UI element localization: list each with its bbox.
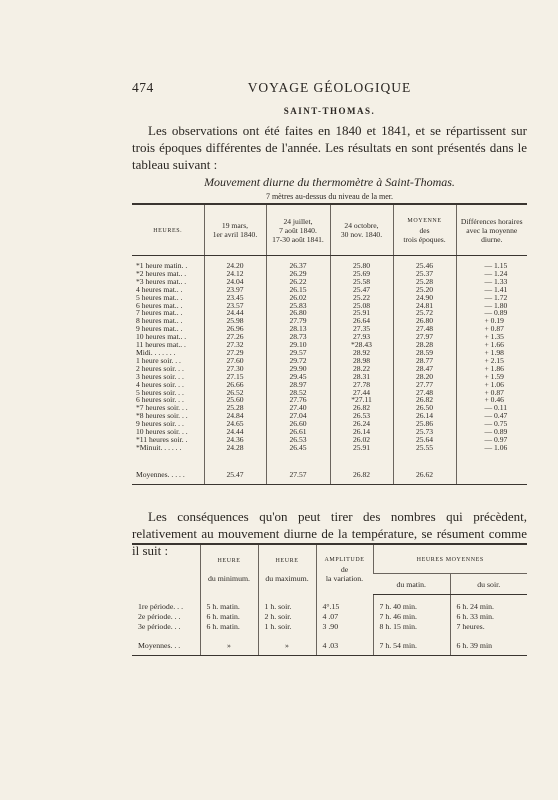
period-3-cell: 28.31: [330, 373, 393, 381]
period-2-cell: 26.29: [266, 270, 330, 278]
period-1-cell: 24.04: [204, 278, 266, 286]
moyenne-cell: 26.50: [393, 404, 456, 412]
moyenne-cell: 24.81: [393, 302, 456, 310]
difference-cell: + 1.66: [456, 341, 527, 349]
summary-row: [132, 602, 527, 612]
maximum-cell: »: [258, 637, 316, 656]
moyenne-cell: 27.97: [393, 333, 456, 341]
period-1-cell: 24.28: [204, 444, 266, 452]
moyenne-cell: 25.86: [393, 420, 456, 428]
hour-cell: 8 heures mat.. .: [136, 316, 183, 326]
table-row: [132, 412, 527, 420]
period-1-cell: 24.84: [204, 412, 266, 420]
col-heures-moyennes: HEURES MOYENNES: [373, 544, 527, 574]
hour-cell: *2 heures mat.. .: [136, 268, 187, 278]
moyenne-cell: 28.47: [393, 365, 456, 373]
table-row: [132, 381, 527, 389]
period-1-cell: 25.28: [204, 404, 266, 412]
moyennes-cell: 25.47: [204, 466, 266, 485]
soir-cell: 6 h. 24 min.: [450, 602, 527, 612]
period-3-cell: 25.47: [330, 286, 393, 294]
difference-cell: + 1.98: [456, 349, 527, 357]
period-3-cell: 27.78: [330, 381, 393, 389]
period-2-cell: 29.57: [266, 349, 330, 357]
difference-cell: — 1.15: [456, 262, 527, 270]
period-3-cell: *27.11: [330, 396, 393, 404]
summary-row: [132, 612, 527, 622]
table-row: [132, 302, 527, 310]
maximum-cell: 2 h. soir.: [258, 612, 316, 622]
period-2-cell: 26.02: [266, 294, 330, 302]
minimum-cell: »: [200, 637, 258, 656]
period-3-cell: 26.02: [330, 436, 393, 444]
running-title: VOYAGE GÉOLOGIQUE: [247, 80, 412, 95]
table-header-row: [132, 204, 527, 256]
intro-paragraph: Les observations ont été faites en 1840 et 1841, et se répartissent sur trois époques différentes de l'année. Les résultats en sont présentés dans le tableau suivant :: [132, 123, 527, 172]
period-2-cell: 29.10: [266, 341, 330, 349]
hour-cell: 4 heures soir. . .: [136, 379, 184, 389]
moyenne-cell: 27.48: [393, 325, 456, 333]
table-row: [132, 341, 527, 349]
col-period: [132, 544, 200, 595]
table-row: [132, 325, 527, 333]
table-row: [132, 365, 527, 373]
matin-cell: 7 h. 40 min.: [373, 602, 450, 612]
difference-cell: + 2.15: [456, 357, 527, 365]
minimum-cell: 6 h. matin.: [200, 622, 258, 632]
period-2-cell: 28.97: [266, 381, 330, 389]
col-heures: HEURES.: [132, 204, 204, 256]
period-3-cell: 25.91: [330, 309, 393, 317]
period-3-cell: 25.22: [330, 294, 393, 302]
period-2-cell: 26.22: [266, 278, 330, 286]
period-3-cell: 27.93: [330, 333, 393, 341]
period-3-cell: 27.35: [330, 325, 393, 333]
period-2-cell: 26.15: [266, 286, 330, 294]
difference-cell: — 0.11: [456, 404, 527, 412]
difference-cell: — 0.89: [456, 309, 527, 317]
moyennes-cell: Moyennes. . . . .: [132, 466, 204, 485]
period-1-cell: 23.97: [204, 286, 266, 294]
moyennes-cell: 27.57: [266, 466, 330, 485]
col-moyenne: MOYENNE des trois époques.: [393, 204, 456, 256]
difference-cell: — 0.47: [456, 412, 527, 420]
hour-cell: *1 heure matin. .: [136, 261, 188, 270]
period-3-cell: 26.14: [330, 428, 393, 436]
period-2-cell: 25.83: [266, 302, 330, 310]
maximum-cell: 1 h. soir.: [258, 622, 316, 632]
moyenne-cell: 28.59: [393, 349, 456, 357]
period-3-cell: 28.92: [330, 349, 393, 357]
period-3-cell: 25.58: [330, 278, 393, 286]
maximum-cell: 1 h. soir.: [258, 602, 316, 612]
period-3-cell: *28.43: [330, 341, 393, 349]
period-1-cell: 24.44: [204, 309, 266, 317]
table-row: [132, 357, 527, 365]
hour-cell: 10 heures soir. . .: [136, 427, 188, 437]
hour-cell: 2 heures soir. . .: [136, 363, 184, 373]
amplitude-cell: 4 .07: [316, 612, 373, 622]
period-2-cell: 26.53: [266, 436, 330, 444]
hour-cell: *3 heures mat.. .: [136, 276, 187, 286]
moyennes-row: [132, 466, 527, 485]
moyenne-cell: 25.46: [393, 262, 456, 270]
table-row: [132, 333, 527, 341]
period-1-cell: 27.60: [204, 357, 266, 365]
period-1-cell: 26.66: [204, 381, 266, 389]
table-row: [132, 389, 527, 397]
col-period-3: 24 octobre, 30 nov. 1840.: [330, 204, 393, 256]
summary-row: [132, 622, 527, 632]
col-period-1: 19 mars, 1er avril 1840.: [204, 204, 266, 256]
hour-cell: 6 heures soir. . .: [136, 395, 184, 405]
minimum-cell: 5 h. matin.: [200, 602, 258, 612]
soir-cell: 6 h. 33 min.: [450, 612, 527, 622]
period-3-cell: 26.24: [330, 420, 393, 428]
period-1-cell: 27.26: [204, 333, 266, 341]
moyenne-cell: 25.37: [393, 270, 456, 278]
col-du-matin: du matin.: [373, 574, 450, 595]
period-1-cell: 25.98: [204, 317, 266, 325]
period-2-cell: 27.40: [266, 404, 330, 412]
hour-cell: 1 heure soir. . .: [136, 355, 181, 365]
table-row: [132, 309, 527, 317]
table-row: [132, 294, 527, 302]
table-row: [132, 373, 527, 381]
difference-cell: — 1.06: [456, 444, 527, 452]
period-2-cell: 29.45: [266, 373, 330, 381]
period-1-cell: 27.15: [204, 373, 266, 381]
moyenne-cell: 25.64: [393, 436, 456, 444]
conclusion-paragraph: Les conséquences qu'on peut tirer des nombres qui précèdent, relativement au mouvement diurne de la température, se résument comme il suit :: [132, 509, 527, 558]
period-1-cell: 24.44: [204, 428, 266, 436]
period-2-cell: 26.37: [266, 262, 330, 270]
difference-cell: + 0.19: [456, 317, 527, 325]
period-2-cell: 28.73: [266, 333, 330, 341]
matin-cell: 7 h. 46 min.: [373, 612, 450, 622]
hour-cell: *8 heures soir. . .: [136, 411, 188, 421]
summary-table: [132, 543, 527, 656]
period-1-cell: 24.65: [204, 420, 266, 428]
table-row: [132, 420, 527, 428]
table-row: [132, 262, 527, 270]
period-2-cell: 27.04: [266, 412, 330, 420]
period-1-cell: 24.12: [204, 270, 266, 278]
moyenne-cell: 25.28: [393, 278, 456, 286]
moyenne-cell: 25.72: [393, 309, 456, 317]
col-differences: Différences horaires avec la moyenne diurne.: [456, 204, 527, 256]
hour-cell: *7 heures soir. . .: [136, 403, 188, 413]
moyennes-cell: 26.62: [393, 466, 456, 485]
table-row: [132, 444, 527, 452]
difference-cell: + 1.86: [456, 365, 527, 373]
col-maximum: HEURE du maximum.: [258, 544, 316, 595]
period-3-cell: 25.80: [330, 262, 393, 270]
moyenne-cell: 25.73: [393, 428, 456, 436]
period-1-cell: 27.32: [204, 341, 266, 349]
period-3-cell: 26.53: [330, 412, 393, 420]
period-1-cell: 25.60: [204, 396, 266, 404]
period-cell: 1re période. . .: [138, 602, 184, 611]
hour-cell: 7 heures mat.. .: [136, 308, 183, 318]
soir-cell: 6 h. 39 min: [450, 637, 527, 656]
period-3-cell: 25.91: [330, 444, 393, 452]
period-1-cell: 24.20: [204, 262, 266, 270]
period-2-cell: 26.60: [266, 420, 330, 428]
difference-cell: — 0.75: [456, 420, 527, 428]
period-3-cell: 28.98: [330, 357, 393, 365]
difference-cell: — 1.24: [456, 270, 527, 278]
difference-cell: + 1.59: [456, 373, 527, 381]
soir-cell: 7 heures.: [450, 622, 527, 632]
period-1-cell: 26.52: [204, 389, 266, 397]
hour-cell: 5 heures soir. . .: [136, 387, 184, 397]
period-2-cell: 26.45: [266, 444, 330, 452]
period-1-cell: 24.36: [204, 436, 266, 444]
difference-cell: + 1.06: [456, 381, 527, 389]
moyenne-cell: 26.82: [393, 396, 456, 404]
period-2-cell: 29.72: [266, 357, 330, 365]
table-row: [132, 278, 527, 286]
table-row: [132, 428, 527, 436]
period-2-cell: 28.52: [266, 389, 330, 397]
table-row: [132, 436, 527, 444]
amplitude-cell: 4°.15: [316, 602, 373, 612]
period-cell: 3e période. . .: [138, 622, 181, 631]
difference-cell: — 1.72: [456, 294, 527, 302]
summary-moyennes-row: [132, 637, 527, 656]
table-row: [132, 404, 527, 412]
difference-cell: + 0.87: [456, 389, 527, 397]
empty-cell: [456, 466, 527, 485]
running-header: [132, 80, 527, 96]
matin-cell: 8 h. 15 min.: [373, 622, 450, 632]
moyenne-cell: 28.20: [393, 373, 456, 381]
page-number: 474: [132, 80, 154, 95]
table-subcaption: 7 mètres au-dessus du niveau de la mer.: [265, 192, 394, 201]
hour-cell: *Minuit. . . . . .: [136, 442, 182, 452]
moyenne-cell: 26.80: [393, 317, 456, 325]
difference-cell: — 1.41: [456, 286, 527, 294]
period-2-cell: 27.76: [266, 396, 330, 404]
hour-cell: 3 heures soir. . .: [136, 371, 184, 381]
hour-cell: 11 heures mat.. .: [136, 340, 186, 350]
section-title: SAINT-THOMAS.: [283, 106, 376, 116]
moyenne-cell: 28.28: [393, 341, 456, 349]
period-2-cell: 28.13: [266, 325, 330, 333]
period-3-cell: 27.44: [330, 389, 393, 397]
difference-cell: — 0.97: [456, 436, 527, 444]
col-amplitude: AMPLITUDE de la variation.: [316, 544, 373, 595]
col-du-soir: du soir.: [450, 574, 527, 595]
hour-cell: 6 heures mat.. .: [136, 300, 183, 310]
col-minimum: HEURE du minimum.: [200, 544, 258, 595]
moyenne-cell: 24.90: [393, 294, 456, 302]
period-1-cell: 27.29: [204, 349, 266, 357]
moyenne-cell: 27.77: [393, 381, 456, 389]
hour-cell: Midi. . . . . . .: [136, 347, 176, 357]
period-3-cell: 26.64: [330, 317, 393, 325]
spacer-row: [132, 595, 527, 603]
table-row: [132, 270, 527, 278]
period-3-cell: 26.82: [330, 404, 393, 412]
table-row: [132, 349, 527, 357]
minimum-cell: 6 h. matin.: [200, 612, 258, 622]
temperature-table: [132, 203, 527, 485]
period-3-cell: 25.08: [330, 302, 393, 310]
moyenne-cell: 25.55: [393, 444, 456, 452]
moyenne-cell: 28.77: [393, 357, 456, 365]
difference-cell: + 0.46: [456, 396, 527, 404]
matin-cell: 7 h. 54 min.: [373, 637, 450, 656]
hour-cell: 5 heures mat.. .: [136, 292, 183, 302]
period-2-cell: 26.61: [266, 428, 330, 436]
difference-cell: + 1.35: [456, 333, 527, 341]
period-2-cell: 27.79: [266, 317, 330, 325]
period-1-cell: 23.57: [204, 302, 266, 310]
difference-cell: — 1.80: [456, 302, 527, 310]
period-cell: 2e période. . .: [138, 612, 181, 621]
table-caption: Mouvement diurne du thermomètre à Saint-Thomas.: [204, 175, 455, 189]
hour-cell: 4 heures mat.. .: [136, 284, 183, 294]
col-period-2: 24 juillet, 7 août 1840. 17-30 août 1841.: [266, 204, 330, 256]
table-row: [132, 396, 527, 404]
period-1-cell: 23.45: [204, 294, 266, 302]
period-cell: Moyennes. . .: [132, 637, 200, 656]
period-3-cell: 25.69: [330, 270, 393, 278]
difference-cell: — 0.89: [456, 428, 527, 436]
table-row: [132, 317, 527, 325]
period-1-cell: 26.96: [204, 325, 266, 333]
moyennes-cell: 26.82: [330, 466, 393, 485]
spacer-row: [132, 452, 527, 466]
amplitude-cell: 3 .90: [316, 622, 373, 632]
period-2-cell: 26.80: [266, 309, 330, 317]
moyenne-cell: 25.20: [393, 286, 456, 294]
difference-cell: + 0.87: [456, 325, 527, 333]
summary-header-row: [132, 544, 527, 574]
amplitude-cell: 4 .03: [316, 637, 373, 656]
hour-cell: 10 heures mat.. .: [136, 332, 187, 342]
difference-cell: — 1.33: [456, 278, 527, 286]
table-row: [132, 286, 527, 294]
hour-cell: *11 heures soir. .: [136, 434, 188, 444]
hour-cell: 9 heures soir. . .: [136, 419, 184, 429]
period-1-cell: 27.30: [204, 365, 266, 373]
moyenne-cell: 26.14: [393, 412, 456, 420]
period-2-cell: 29.90: [266, 365, 330, 373]
hour-cell: 9 heures mat.. .: [136, 324, 183, 334]
moyenne-cell: 27.48: [393, 389, 456, 397]
period-3-cell: 28.22: [330, 365, 393, 373]
